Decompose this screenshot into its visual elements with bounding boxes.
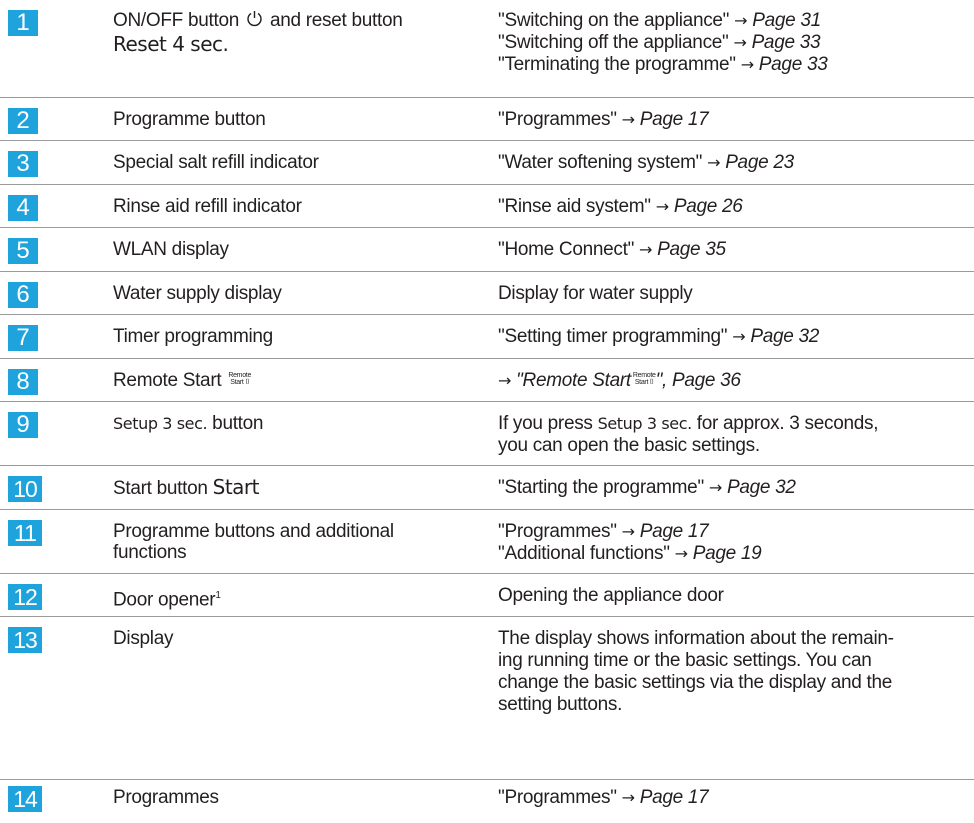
device-label-start: Start xyxy=(212,475,259,499)
item-description: Setup 3 sec. button xyxy=(113,413,264,434)
device-label-setup: Setup 3 sec. xyxy=(113,414,208,433)
table-row xyxy=(0,466,974,510)
item-reference: "Setting timer programming" → Page 32 xyxy=(498,326,820,347)
table-row xyxy=(0,617,974,780)
item-reference: If you press Setup 3 sec. for approx. 3 seconds, you can open the basic settings. xyxy=(498,413,879,456)
item-reference: Display for water supply xyxy=(498,283,693,304)
item-reference: "Starting the programme" → Page 32 xyxy=(498,477,796,498)
item-description: Door opener$^1$ xyxy=(113,589,221,611)
table-row xyxy=(0,780,974,823)
table-row xyxy=(0,574,974,617)
item-description: Timer programming xyxy=(113,326,273,347)
table-row xyxy=(0,185,974,228)
table-row xyxy=(0,402,974,466)
item-reference: Opening the appliance door xyxy=(498,585,724,606)
item-number-badge: 12 xyxy=(8,584,42,610)
item-number-badge: 1 xyxy=(8,10,38,36)
table-row xyxy=(0,228,974,272)
power-icon xyxy=(246,10,263,32)
item-number-badge: 9 xyxy=(8,412,38,438)
item-number-badge: 13 xyxy=(8,627,42,653)
item-number-badge: 8 xyxy=(8,369,38,395)
item-number-badge: 4 xyxy=(8,195,38,221)
item-description: Remote Start Remote Start ⌷ xyxy=(113,370,252,391)
table-row xyxy=(0,272,974,315)
footnote-marker: 1 xyxy=(215,590,221,601)
item-reference: "Water softening system" → Page 23 xyxy=(498,152,794,173)
item-description: Display xyxy=(113,628,174,649)
item-reference: → "Remote Start Remote Start ⌷ ", Page 36 xyxy=(498,370,741,391)
item-number-badge: 11 xyxy=(8,520,42,546)
item-number-badge: 6 xyxy=(8,282,38,308)
table-row xyxy=(0,141,974,185)
item-description: Programme buttons and additional functions xyxy=(113,521,394,563)
item-description: Programmes xyxy=(113,787,219,808)
table-row xyxy=(0,359,974,402)
item-number-badge: 5 xyxy=(8,238,38,264)
table-row xyxy=(0,510,974,574)
item-reference: "Programmes" → Page 17 xyxy=(498,787,709,808)
item-reference: "Programmes" → Page 17 xyxy=(498,109,709,130)
item-reference: The display shows information about the remain- ing running time or the basic settings. You can change the basic settings via the display and the setting buttons. xyxy=(498,628,894,715)
table-row xyxy=(0,315,974,359)
item-description: Start button Start xyxy=(113,475,259,499)
item-reference: "Rinse aid system" → Page 26 xyxy=(498,196,743,217)
item-number-badge: 2 xyxy=(8,108,38,134)
item-description: Rinse aid refill indicator xyxy=(113,196,302,217)
item-number-badge: 10 xyxy=(8,476,42,502)
table-row xyxy=(0,98,974,141)
device-label-setup: Setup 3 sec. xyxy=(597,414,692,433)
item-reference: "Home Connect" → Page 35 xyxy=(498,239,726,260)
item-number-badge: 7 xyxy=(8,325,38,351)
item-description: WLAN display xyxy=(113,239,229,260)
table-row xyxy=(0,0,974,98)
remote-start-icon: Remote Start ⌷ xyxy=(632,372,656,386)
item-number-badge: 14 xyxy=(8,786,42,812)
remote-start-icon: Remote Start ⌷ xyxy=(228,372,252,386)
item-description: ON/OFF button and reset button Reset 4 sec. xyxy=(113,10,493,55)
item-description: Water supply display xyxy=(113,283,282,304)
device-label-reset: Reset 4 sec. xyxy=(113,32,229,56)
item-description: Programme button xyxy=(113,109,266,130)
item-reference: "Programmes" → Page 17 "Additional functions" → Page 19 xyxy=(498,521,762,564)
item-description: Special salt refill indicator xyxy=(113,152,319,173)
item-reference: "Switching on the appliance" → Page 31 "Switching off the appliance" → Page 33 "Terminating the programme" → Page 33 xyxy=(498,10,828,75)
item-number-badge: 3 xyxy=(8,151,38,177)
